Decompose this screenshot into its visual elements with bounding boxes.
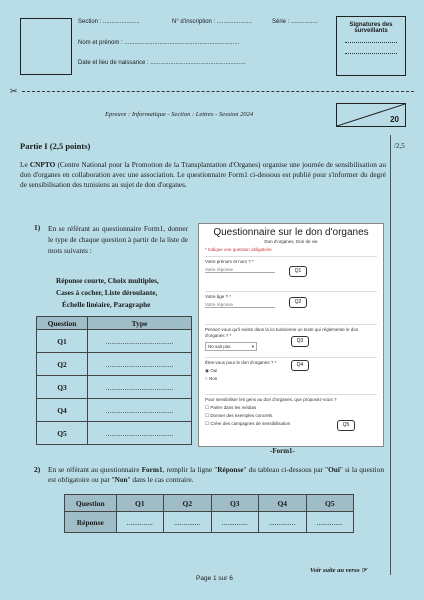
q2-answer-cell[interactable]: .............. xyxy=(164,512,211,533)
q1-row-type-answer[interactable]: .................................... xyxy=(88,376,192,399)
form-q3-value: Ne sait pas xyxy=(208,344,231,349)
cut-line xyxy=(22,91,414,92)
q1-col-type: Type xyxy=(88,317,192,330)
q2-col-header: Q5 xyxy=(306,495,354,512)
signature-line-1 xyxy=(345,42,397,43)
q2-col-header: Q1 xyxy=(116,495,163,512)
checkbox-icon: ☐ xyxy=(205,405,210,410)
callout-q1: Q1 xyxy=(289,266,307,277)
form-q5-label: Pour sensibiliser les gens au don d'organes, que proposez-vous ? xyxy=(205,397,337,402)
q2-number: 2) xyxy=(34,465,41,474)
form-q3-label: Pensez-vous qu'il existe dans la loi tunisienne un texte qui réglemente le don d'organes ? * xyxy=(205,327,359,338)
q2-answer-cell[interactable]: .............. xyxy=(116,512,163,533)
serie-field[interactable]: Série : ................ xyxy=(272,19,318,25)
nom-field[interactable]: Nom et prénom : ..................................................................... xyxy=(78,40,240,46)
q2-col-header: Q2 xyxy=(164,495,211,512)
partie1-title: Partie I (2,5 points) xyxy=(20,141,91,151)
q1-row-type-answer[interactable]: .................................... xyxy=(88,353,192,376)
q1-row-type-answer[interactable]: .................................... xyxy=(88,330,192,353)
q2-row-label: Réponse xyxy=(65,512,117,533)
signature-line-2 xyxy=(345,53,397,54)
partie1-intro: Le CNPTO (Centre National pour la Promotion de la Transplantation d'Organes) organise une journée de sensibilisation au don d'organes en collaboration avec une association. Le questionnaire Form1 ci-dessous est publié pour s'informer du degré de sensibilisation des tunisiens au sujet de don d'organes. xyxy=(20,160,386,189)
suite-note: Voir suite au verso ☞ xyxy=(310,567,368,574)
q1-words-3: Échelle linéaire, Paragraphe xyxy=(62,300,151,309)
callout-q5: Q5 xyxy=(337,420,355,431)
scissors-icon: ✂ xyxy=(10,86,18,96)
q2-answer-cell[interactable]: .............. xyxy=(259,512,306,533)
signatures-box xyxy=(336,16,406,76)
q1-row-question: Q1 xyxy=(37,330,88,353)
q1-col-question: Question xyxy=(37,317,88,330)
q2-answer-cell[interactable]: .............. xyxy=(306,512,354,533)
table-row xyxy=(37,399,192,422)
table-row xyxy=(37,376,192,399)
form-q5-option-3[interactable]: ☐ Créer des campagnes de sensibilisation xyxy=(205,421,291,426)
form-subtitle: Don d'organes, Don de vie xyxy=(264,239,318,244)
callout-q2: Q2 xyxy=(289,297,307,308)
form-q2-input[interactable]: Votre réponse xyxy=(205,302,275,308)
form1-caption: -Form1- xyxy=(270,447,295,455)
q2-col-header: Q4 xyxy=(259,495,306,512)
form-q1-label: Votre prénom et nom ? * xyxy=(205,259,254,264)
q2-col-question: Question xyxy=(65,495,117,512)
q1-row-question: Q4 xyxy=(37,399,88,422)
table-row xyxy=(37,353,192,376)
q1-row-type-answer[interactable]: .................................... xyxy=(88,399,192,422)
callout-q4: Q4 xyxy=(291,360,309,371)
form-required-note: * Indique une question obligatoire xyxy=(205,247,272,252)
checkbox-icon: ☐ xyxy=(205,421,210,426)
q2-answer-cell[interactable]: .............. xyxy=(211,512,258,533)
q1-row-question: Q3 xyxy=(37,376,88,399)
score-box xyxy=(336,103,406,127)
chevron-down-icon: ▾ xyxy=(251,344,254,349)
form-q4-option-non[interactable]: ○ Non xyxy=(205,376,218,381)
q1-row-question: Q2 xyxy=(37,353,88,376)
margin-line xyxy=(390,135,391,575)
inscription-field[interactable]: N° d'inscription : ..................... xyxy=(172,19,252,25)
date-field[interactable]: Date et lieu de naissance : ......................................................... xyxy=(78,60,246,66)
q2-text: En se référant au questionnaire Form1, remplir la ligne "Réponse" du tableau ci-dessous par "Oui" si la question est obligatoire ou par "Non" dans le cas contraire. xyxy=(48,465,384,484)
q1-row-type-answer[interactable]: .................................... xyxy=(88,422,192,445)
form-q5-option-1[interactable]: ☐ Parler dans les médias xyxy=(205,405,257,410)
form1-panel xyxy=(198,223,384,447)
form-title: Questionnaire sur le don d'organes xyxy=(213,227,369,238)
q1-words-1: Réponse courte, Choix multiples, xyxy=(56,276,159,285)
score-total: 20 xyxy=(390,115,399,124)
q1-number: 1) xyxy=(34,223,41,232)
callout-q3: Q3 xyxy=(291,336,309,347)
photo-box xyxy=(20,18,72,75)
page-number: Page 1 sur 6 xyxy=(196,575,233,582)
q2-col-header: Q3 xyxy=(211,495,258,512)
radio-empty-icon: ○ xyxy=(205,376,208,381)
form-q3-select[interactable] xyxy=(205,342,257,351)
form-q4-option-oui[interactable]: ◉ Oui xyxy=(205,368,218,373)
section-field[interactable]: Section : ...................... xyxy=(78,19,140,25)
form-q5-option-2[interactable]: ☐ Donner des exemples concrets xyxy=(205,413,273,418)
form-q4-label: Êtes-vous pour le don d'organes ? * xyxy=(205,360,277,365)
radio-selected-icon: ◉ xyxy=(205,368,209,373)
q1-words-2: Cases à cocher, Liste déroulante, xyxy=(56,288,158,297)
partie1-points: /2,5 xyxy=(394,142,405,150)
q2-answer-table xyxy=(64,494,354,533)
checkbox-icon: ☐ xyxy=(205,413,210,418)
table-row xyxy=(37,422,192,445)
table-row xyxy=(37,330,192,353)
epreuve-title: Epreuve : Informatique - Section : Lettres - Session 2024 xyxy=(105,111,254,118)
form-q1-input[interactable]: Votre réponse xyxy=(205,267,275,273)
form-q2-label: Votre âge ? * xyxy=(205,294,232,299)
signatures-title: Signatures des surveillants xyxy=(349,22,393,34)
q1-text: En se référant au questionnaire Form1, donner le type de chaque question à partir de la liste de mots suivants : xyxy=(48,224,188,255)
q1-row-question: Q5 xyxy=(37,422,88,445)
q1-type-table xyxy=(36,316,192,445)
